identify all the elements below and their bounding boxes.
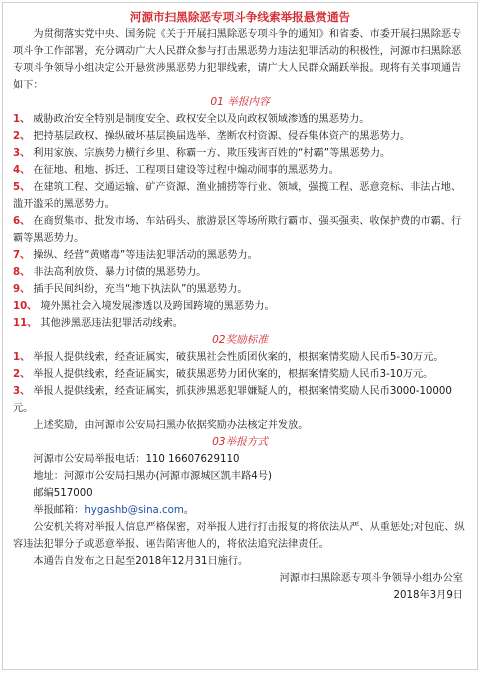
item-text: 非法高利放贷、暴力讨债的黑恶势力。 — [33, 267, 207, 278]
report-item — [13, 315, 467, 332]
report-item — [13, 162, 467, 179]
item-text: 利用家族、宗族势力横行乡里、称霸一方、欺压残害百姓的“村霸”等黑恶势力。 — [33, 148, 391, 159]
email-link[interactable]: hygashb@sina.com — [84, 505, 184, 516]
item-text: 威胁政治安全特别是制度安全、政权安全以及向政权领域渗透的黑恶势力。 — [33, 114, 370, 125]
reward-item — [13, 366, 467, 383]
item-number: 3、 — [13, 386, 31, 397]
report-item — [13, 145, 467, 162]
item-text: 插手民间纠纷，充当“地下执法队”的黑恶势力。 — [33, 284, 248, 295]
issue-date: 2018年3月9日 — [393, 590, 463, 601]
reward-note: 上述奖励，由河源市公安局扫黑办依据奖励办法核定并发放。 — [33, 420, 309, 431]
item-text: 操纵、经营“黄赌毒”等违法犯罪活动的黑恶势力。 — [33, 250, 258, 261]
report-item — [13, 298, 467, 315]
item-text: 举报人提供线索，经查证属实，抓获涉黑恶犯罪嫌疑人的，根据案情奖励人民币3000-10000元。 — [13, 386, 452, 414]
item-number: 3、 — [13, 148, 31, 159]
report-postcode: 邮编517000 — [33, 488, 93, 499]
issuer-signature: 河源市扫黑除恶专项斗争领导小组办公室 — [279, 573, 463, 584]
reward-item — [13, 349, 467, 366]
item-number: 11、 — [13, 318, 38, 329]
notice-title: 河源市扫黑除恶专项斗争线索举报悬赏通告 — [129, 10, 351, 24]
item-number: 1、 — [13, 352, 31, 363]
report-phone: 河源市公安局举报电话：110 16607629110 — [33, 454, 240, 465]
section-reward-heading: 02奖励标准 — [212, 334, 268, 346]
item-number: 2、 — [13, 131, 31, 142]
reward-items-list — [13, 349, 467, 417]
report-item — [13, 179, 467, 213]
item-text: 举报人提供线索，经查证属实，破获黑恶势力团伙案的，根据案情奖励人民币3-10万元。 — [33, 369, 434, 380]
privacy-paragraph: 公安机关将对举报人信息严格保密，对举报人进行打击报复的将依法从严、从重惩处;对包庇、纵容违法犯罪分子或恶意举报、诬告陷害他人的，将依法追究法律责任。 — [13, 522, 465, 550]
validity-paragraph: 本通告自发布之日起至2018年12月31日施行。 — [33, 556, 249, 567]
report-item — [13, 264, 467, 281]
reward-item — [13, 383, 467, 417]
item-text: 举报人提供线索，经查证属实，破获黑社会性质团伙案的，根据案情奖励人民币5-30万元。 — [33, 352, 444, 363]
item-number: 10、 — [13, 301, 38, 312]
email-suffix: 。 — [183, 505, 194, 516]
contact-block — [13, 451, 467, 519]
item-number: 6、 — [13, 216, 31, 227]
item-text: 在建筑工程、交通运输、矿产资源、渔业捕捞等行业、领域，强揽工程、恶意竞标、非法占地、滥开滥采的黑恶势力。 — [13, 182, 462, 210]
item-text: 把持基层政权、操纵破坏基层换届选举、垄断农村资源、侵吞集体资产的黑恶势力。 — [33, 131, 411, 142]
item-text: 在商贸集市、批发市场、车站码头、旅游景区等场所欺行霸市、强买强卖、收保护费的市霸、行霸等黑恶势力。 — [13, 216, 462, 244]
item-text: 其他涉黑恶违法犯罪活动线索。 — [40, 318, 183, 329]
item-number: 2、 — [13, 369, 31, 380]
report-item — [13, 281, 467, 298]
report-email-line — [13, 502, 467, 519]
item-text: 境外黑社会入境发展渗透以及跨国跨境的黑恶势力。 — [40, 301, 275, 312]
notice-page — [2, 2, 478, 670]
report-item — [13, 111, 467, 128]
email-label: 举报邮箱： — [33, 505, 85, 516]
report-item — [13, 213, 467, 247]
item-number: 5、 — [13, 182, 31, 193]
report-item — [13, 128, 467, 145]
item-number: 1、 — [13, 114, 31, 125]
report-item — [13, 247, 467, 264]
item-number: 4、 — [13, 165, 31, 176]
item-number: 7、 — [13, 250, 31, 261]
report-items-list — [13, 111, 467, 332]
item-text: 在征地、租地、拆迁、工程项目建设等过程中煽动闹事的黑恶势力。 — [33, 165, 339, 176]
intro-paragraph: 为贯彻落实党中央、国务院《关于开展扫黑除恶专项斗争的通知》和省委、市委开展扫黑除恶专项斗争工作部署，充分调动广大人民群众参与打击黑恶势力违法犯罪活动的积极性，河源市扫黑除恶专项斗争领导小组决定公开悬赏涉黑恶势力犯罪线索，请广大人民群众踊跃举报。现将有关事项通告如下： — [13, 29, 462, 91]
item-number: 8、 — [13, 267, 31, 278]
section-report-content-heading: 01 举报内容 — [210, 96, 270, 108]
report-address: 地址：河源市公安局扫黑办(河源市源城区凯丰路4号) — [33, 471, 272, 482]
section-report-method-heading: 03举报方式 — [212, 436, 268, 448]
item-number: 9、 — [13, 284, 31, 295]
